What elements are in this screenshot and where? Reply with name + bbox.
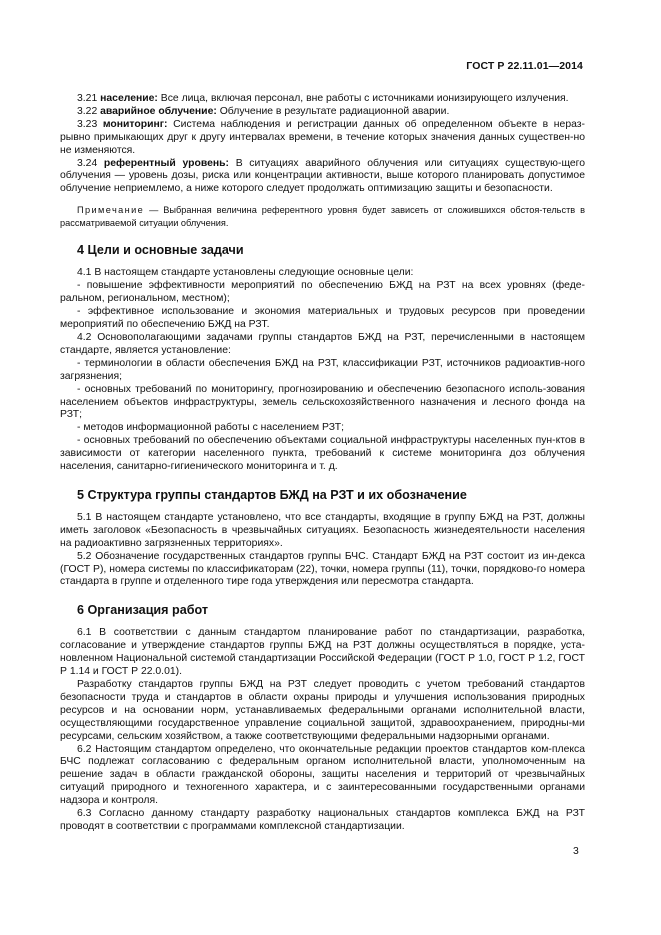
term-3-22: [60, 106, 585, 119]
bullet-item: - эффективное использование и экономия материальных и трудовых ресурсов при проведении мероприятий по обеспечению БЖД на РЗТ.: [60, 306, 585, 331]
term-3-24: [60, 158, 585, 197]
term-name: население:: [100, 93, 158, 104]
note-text: — Выбранная величина референтного уровня будет зависеть от сложившихся обстоя-тельств в рассматриваемой ситуации облучения.: [60, 205, 585, 228]
paragraph-6-3: 6.3 Согласно данному стандарту разработку национальных стандартов комплекса БЖД на РЗТ проводят в соответствии с программами комплексной стандартизации.: [60, 808, 585, 832]
term-3-23: [60, 119, 585, 158]
section-4-heading: 4 Цели и основные задачи: [77, 243, 244, 258]
term-number: 3.24: [77, 157, 104, 169]
term-definition: Система наблюдения и регистрации данных об определенном объекте в нераз-рывно примыкающих друг к другу интервалах времени, в течение которых значения данных существен-но не изменяются.: [60, 118, 585, 156]
bullet-item: - терминологии в области обеспечения БЖД на РЗТ, классификации РЗТ, источников радиоактив-ного загрязнения;: [60, 357, 585, 382]
bullet-item: - методов информационной работы с населением РЗТ;: [77, 422, 344, 434]
term-3-21: [60, 93, 585, 106]
page-number: 3: [573, 846, 579, 857]
term-definition: Облучение в результате радиационной аварии.: [216, 105, 450, 117]
note-label: Примечание: [77, 205, 145, 216]
paragraph-5-1: 5.1 В настоящем стандарте установлено, что все стандарты, входящие в группу БЖД на РЗТ, должны иметь заголовок «Безопасность в чрезвычайных ситуациях. Безопасность жизнедеятельности населения на радиоактивно загрязненных территориях».: [60, 511, 585, 549]
term-name: аварийное облучение:: [100, 105, 217, 117]
bullet-item: - основных требований по мониторингу, прогнозированию и обеспечению безопасного исполь-зования населением объектов инфраструктуры, земель сельскохозяйственного назначения и лесного фонда на РЗТ;: [60, 383, 585, 421]
term-definition: В ситуациях аварийного облучения или ситуациях существую-щего облучения — уровень дозы, риска или концентрации активности, выше которого планировать допустимое облучение неприемлемо, а ниже которого следует продолжать оптимизацию защиты и безопасности.: [60, 157, 585, 195]
note-paragraph: [60, 204, 585, 229]
section-6-heading: 6 Организация работ: [77, 603, 209, 618]
term-number: 3.21: [77, 93, 101, 104]
term-number: 3.23: [77, 118, 103, 130]
term-name: референтный уровень:: [103, 157, 229, 169]
bullet-item: - повышение эффективности мероприятий по обеспечению БЖД на РЗТ на всех уровнях (феде-ральном, региональном, местном);: [60, 280, 585, 305]
paragraph-4-2: 4.2 Основополагающими задачами группы стандартов БЖД на РЗТ, перечисленными в настоящем стандарте, является установление:: [60, 331, 585, 356]
paragraph-6-1: 6.1 В соответствии с данным стандартом планирование работ по стандартизации, разработка, согласование и утверждение стандартов группы БЖД на РЗТ должны осуществляться в порядке, уста-новленном Национальной системой стандартизации Российской Федерации (ГОСТ Р 1.0, ГОСТ Р 1.2, ГОСТ Р 1.14 и ГОСТ Р 22.0.01).: [60, 627, 585, 678]
bullet-item: - основных требований по обеспечению объектами социальной инфраструктуры населенных пун-ктов в зависимости от категории населенного пункта, требований к системе мониторинга доз облучения населения, санитарно-гигиенического мониторинга и т. д.: [60, 435, 585, 473]
term-number: 3.22: [77, 105, 101, 117]
term-name: мониторинг:: [102, 118, 168, 130]
paragraph-4-1: 4.1 В настоящем стандарте установлены следующие основные цели:: [77, 267, 414, 279]
document-body: [60, 93, 585, 834]
paragraph-6-1-continued: Разработку стандартов группы БЖД на РЗТ следует проводить с учетом требований стандартов безопасности труда и стандартов в области охраны природы и улучшения использования природных ресурсов и на основании норм, устанавливаемых федеральными органами исполнительной власти, осуществляющими государственное управление социальной защитой, здравоохранением, природны-ми ресурсами, сельским хозяйством, а также соответствующими федеральными надзорными органами.: [60, 679, 585, 742]
section-5-heading: 5 Структура группы стандартов БЖД на РЗТ и их обозначение: [77, 487, 467, 502]
document-header: ГОСТ Р 22.11.01—2014: [466, 60, 583, 72]
term-definition: Все лица, включая персонал, вне работы с источниками ионизирующего излучения.: [157, 93, 569, 104]
paragraph-5-2: 5.2 Обозначение государственных стандартов группы БЧС. Стандарт БЖД на РЗТ состоит из ин-декса (ГОСТ Р), номера системы по классификаторам (22), точки, номера группы (11), точки, порядково-го номера стандарта в группе и отделенного тире года утверждения или пересмотра стандарта.: [60, 550, 585, 588]
paragraph-6-2: 6.2 Настоящим стандартом определено, что окончательные редакции проектов стандартов ком-плекса БЧС подлежат согласованию с федеральным органом исполнительной власти, уполномоченным на решение задач в области гражданской обороны, защиты населения и территорий от чрезвычайных ситуаций природного и техногенного характера, и с заинтересованными государственными органами надзора и контроля.: [60, 743, 585, 807]
